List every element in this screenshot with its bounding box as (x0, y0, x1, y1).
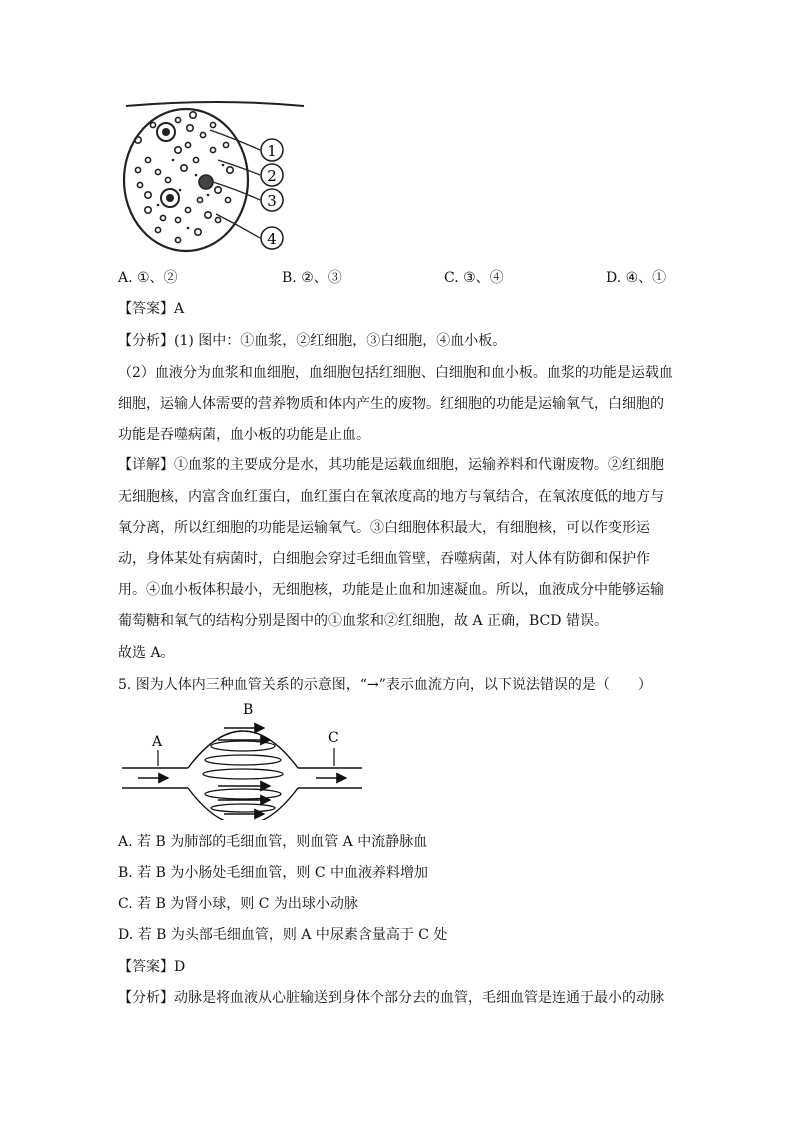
platelet (222, 164, 225, 167)
platelet (179, 189, 182, 192)
q5-option-d: D. 若 B 为头部毛细血管，则 A 中尿素含量高于 C 处 (118, 927, 448, 943)
svg-text:3: 3 (267, 192, 277, 210)
label-1 (261, 139, 283, 161)
q4-detail-line: 葡萄糖和氧气的结构分别是图中的①血浆和②红细胞，故 A 正确，BCD 错误。 (118, 613, 608, 629)
q4-detail-line: 动，身体某处有病菌时，白细胞会穿过毛细血管壁，吞噬病菌，对人体有防御和保护作 (118, 551, 650, 567)
white-blood-cell (199, 175, 213, 189)
q4-detail-line: 用。④血小板体积最小，无细胞核，功能是止血和加速凝血。所以，血液成分中能够运输 (118, 582, 664, 598)
vessel-label-c: C (328, 730, 339, 746)
q5-stem: 5. 图为人体内三种血管关系的示意图，“→”表示血流方向，以下说法错误的是（ ） (118, 677, 652, 693)
vessel-label-a: A (152, 734, 163, 750)
blood-smear-figure (118, 100, 308, 260)
q5-analysis-line: 【分析】动脉是将血液从心脏输送到身体个部分去的血管，毛细血管是连通于最小的动脉 (118, 990, 664, 1006)
q4-option-a: A. ①、② (118, 270, 178, 286)
platelet (207, 194, 210, 197)
q4-analysis-line: （2）血液分为血浆和血细胞，血细胞包括红细胞、白细胞和血小板。血浆的功能是运载血 (118, 365, 673, 381)
q4-detail-line: 【详解】①血浆的主要成分是水，其功能是运载血细胞，运输养料和代谢废物。②红细胞 (118, 457, 664, 473)
q4-analysis-line: 【分析】(1) 图中：①血浆，②红细胞，③白细胞，④血小板。 (118, 333, 507, 349)
svg-text:2: 2 (267, 167, 277, 185)
platelet (195, 174, 198, 177)
label-3 (261, 189, 283, 211)
q4-option-c: C. ③、④ (444, 270, 504, 286)
q4-option-b: B. ②、③ (282, 270, 342, 286)
platelet (157, 204, 160, 207)
platelet (172, 159, 175, 162)
label-4 (261, 227, 283, 249)
q5-option-b: B. 若 B 为小肠处毛细血管，则 C 中血液养料增加 (118, 865, 428, 881)
q5-answer: 【答案】D (118, 959, 186, 975)
q4-detail-line: 无细胞核，内富含血红蛋白，血红蛋白在氧浓度高的地方与氧结合，在氧浓度低的地方与 (118, 489, 664, 505)
blood-vessel-figure (118, 698, 368, 820)
q4-analysis-line: 功能是吞噬病菌，血小板的功能是止血。 (118, 427, 370, 443)
svg-text:1: 1 (267, 142, 277, 160)
svg-text:4: 4 (267, 230, 277, 248)
q4-option-d: D. ④、① (606, 270, 667, 286)
q4-detail-line: 氧分离，所以红细胞的功能是运输氧气。③白细胞体积最大，有细胞核，可以作变形运 (118, 520, 650, 536)
q5-option-a: A. 若 B 为肺部的毛细血管，则血管 A 中流静脉血 (118, 834, 428, 850)
q5-option-c: C. 若 B 为肾小球，则 C 为出球小动脉 (118, 896, 358, 912)
q4-analysis-line: 细胞，运输人体需要的营养物质和体内产生的废物。红细胞的功能是运输氧气，白细胞的 (118, 396, 664, 412)
q4-answer: 【答案】A (118, 301, 185, 317)
q4-conclusion: 故选 A。 (118, 645, 175, 661)
platelet (187, 227, 190, 230)
vessel-label-b: B (243, 702, 254, 718)
label-2 (261, 164, 283, 186)
